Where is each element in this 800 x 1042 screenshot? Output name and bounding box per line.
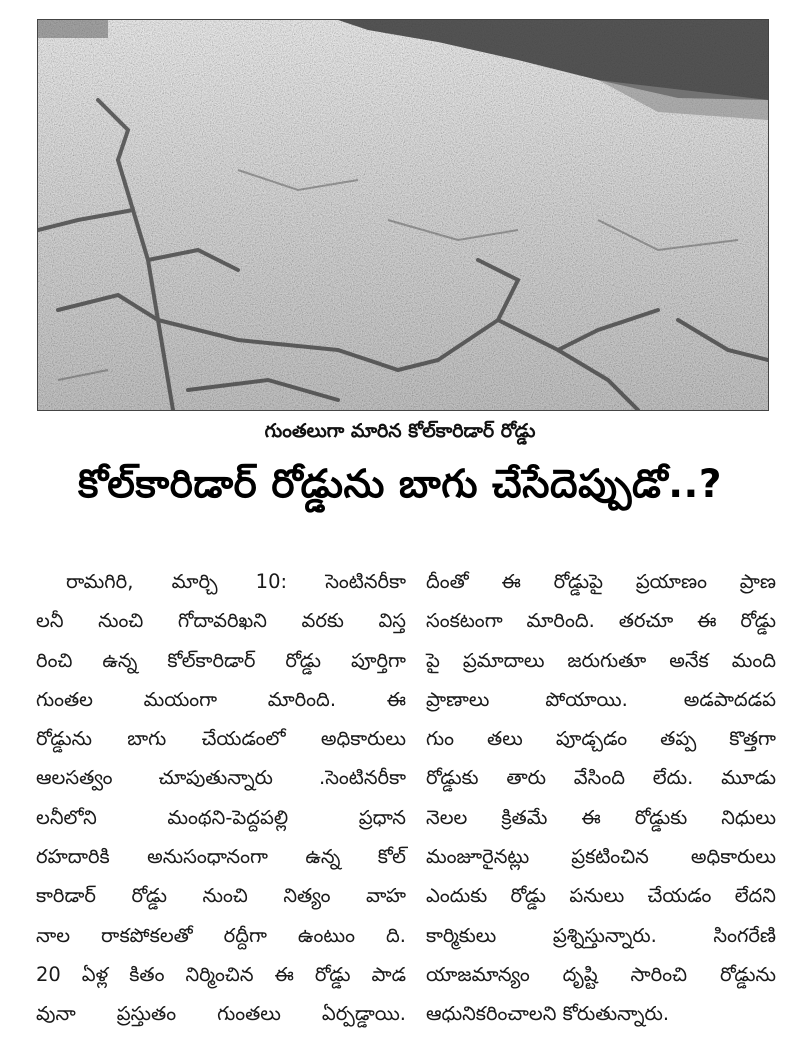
article-line: ఎందుకు రోడ్డు పనులు చేయడం లేదని	[426, 884, 776, 908]
article-line: రోడ్డుకు తారు వేసింది లేదు. మూడు	[426, 766, 776, 790]
article-line: ఆలసత్వం చూపుతున్నారు .సెంటినరీకా	[36, 766, 406, 790]
article-line: కారిడార్ రోడ్డు నుంచి నిత్యం వాహ	[36, 884, 406, 908]
article-left-column	[36, 562, 406, 1034]
article-line: నాల రాకపోకలతో రద్దీగా ఉంటుం ది.	[36, 923, 406, 947]
cracked-road-image	[38, 20, 768, 410]
article-line: కార్మికులు ప్రశ్నిస్తున్నారు. సింగరేణి	[426, 923, 776, 947]
article-line: దీంతో ఈ రోడ్డుపై ప్రయాణం ప్రాణ	[426, 570, 776, 593]
article-line: యాజమాన్యం దృష్టి సారించి రోడ్డును	[426, 962, 776, 986]
article-line: ఆధునికరించాలని కోరుతున్నారు.	[426, 1002, 670, 1026]
road-photo	[37, 19, 769, 411]
article-line: మంజూరైనట్లు ప్రకటించిన అధికారులు	[426, 845, 776, 869]
article-line: రామగిరి, మార్చి 10: సెంటినరీకా	[66, 570, 406, 593]
article-right-column	[426, 562, 776, 1034]
article-line: 20 ఏళ్ల కితం నిర్మించిన ఈ రోడ్డు పాడ	[36, 962, 406, 986]
article-line: రహదారికి అనుసంధానంగా ఉన్న కోల్	[36, 845, 406, 869]
photo-caption: గుంతలుగా మారిన కోల్‌కారిడార్ రోడ్డు	[264, 420, 536, 442]
article-line: రించి ఉన్న కోల్‌కారిడార్ రోడ్డు పూర్తిగా	[36, 648, 406, 672]
article-line: ప్రాణాలు పోయాయి. అడపాదడప	[426, 687, 776, 711]
article-headline: కోల్‌కారిడార్ రోడ్డును బాగు చేసేదెప్పుడో..?	[78, 462, 722, 507]
article-line: రోడ్డును బాగు చేయడంలో అధికారులు	[36, 727, 406, 751]
article-line: గుంతల మయంగా మారింది. ఈ	[36, 687, 406, 711]
article-line: లనీ నుంచి గోదావరిఖని వరకు విస్త	[36, 609, 406, 633]
article-line: లనీలోని మంథని-పెద్దపల్లి ప్రధాన	[36, 805, 406, 829]
article-line: వునా ప్రస్తుతం గుంతలు ఏర్పడ్డాయి.	[36, 1002, 406, 1026]
article-line: పై ప్రమాదాలు జరుగుతూ అనేక మంది	[426, 648, 776, 672]
article-line: నెలల క్రితమే ఈ రోడ్డుకు నిధులు	[426, 805, 776, 829]
article-line: గుం తలు పూడ్చడం తప్ప కొత్తగా	[426, 727, 776, 751]
article-line: సంకటంగా మారింది. తరచూ ఈ రోడ్డు	[426, 609, 776, 633]
